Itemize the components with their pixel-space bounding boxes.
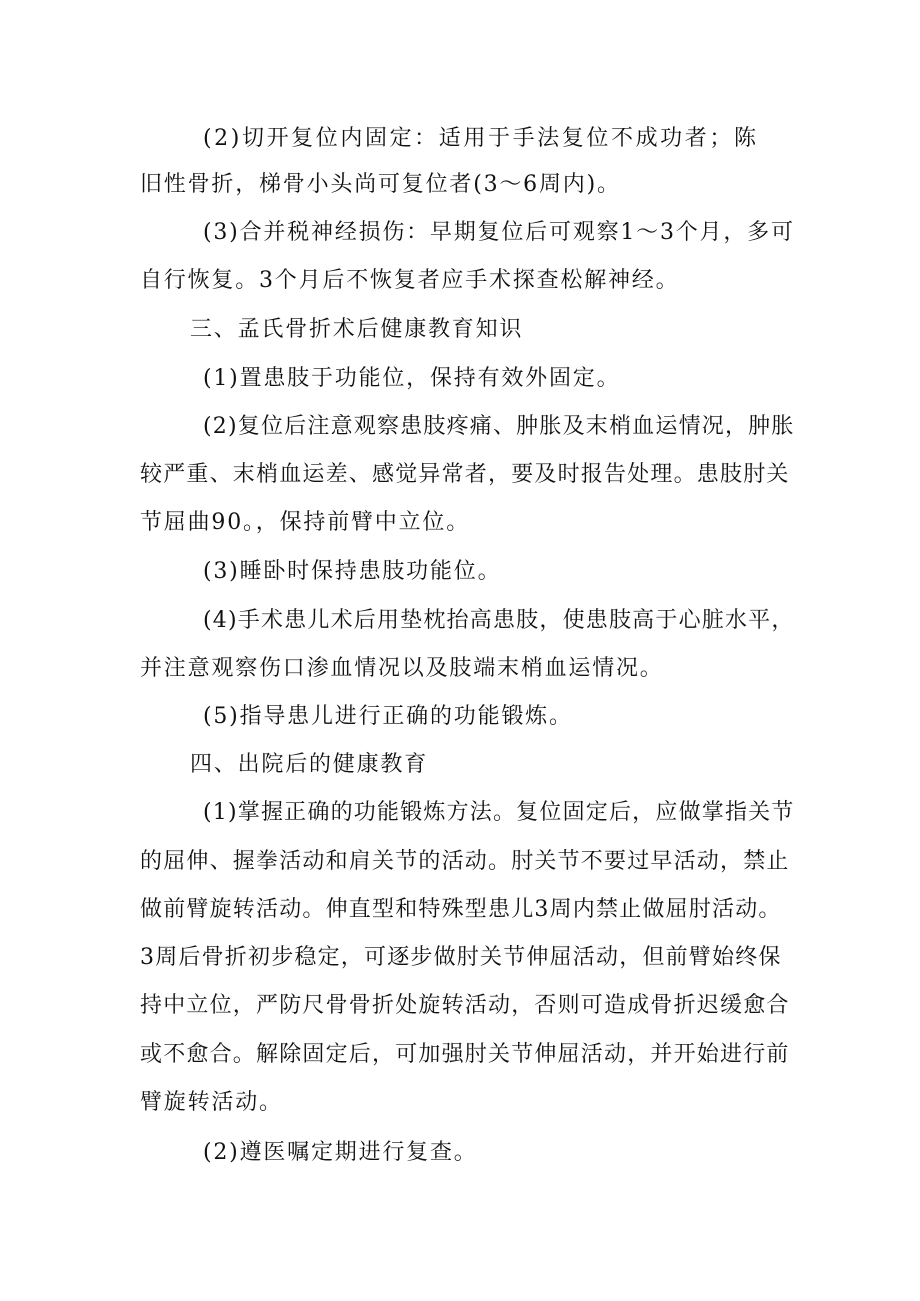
section-heading: 四、出院后的健康教育 xyxy=(190,752,429,777)
section-heading: 三、孟氏骨折术后健康教育知识 xyxy=(190,317,524,342)
text-line: 自行恢复。3个月后不恢复者应手术探查松解神经。 xyxy=(140,268,680,293)
text-line: (3)睡卧时保持患肢功能位。 xyxy=(203,559,502,584)
text-line: (1)置患肢于功能位，保持有效外固定。 xyxy=(203,366,621,391)
text-line: 做前臂旋转活动。伸直型和特殊型患儿3周内禁止做屈肘活动。 xyxy=(140,897,782,922)
text-line: 节屈曲90。，保持前臂中立位。 xyxy=(140,510,470,535)
text-line: (2)复位后注意观察患肢疼痛、肿胀及末梢血运情况，肿胀 xyxy=(203,414,795,439)
text-line: (2)切开复位内固定：适用于手法复位不成功者；陈 xyxy=(203,126,759,151)
text-line: 3周后骨折初步稳定，可逐步做肘关节伸屈活动，但前臂始终保 xyxy=(140,945,782,970)
text-line: (4)手术患儿术后用垫枕抬高患肢，使患肢高于心脏水平， xyxy=(203,608,795,633)
text-line: 并注意观察伤口渗血情况以及肢端末梢血运情况。 xyxy=(140,656,664,681)
text-line: 或不愈合。解除固定后，可加强肘关节伸屈活动，并开始进行前 xyxy=(140,1042,790,1067)
text-line: (2)遵医嘱定期进行复查。 xyxy=(203,1140,478,1165)
text-line: (3)合并税神经损伤：早期复位后可观察1～3个月，多可 xyxy=(203,220,795,245)
text-line: 的屈伸、握拳活动和肩关节的活动。肘关节不要过早活动，禁止 xyxy=(140,849,790,874)
text-line: 臂旋转活动。 xyxy=(140,1090,283,1115)
text-line: 持中立位，严防尺骨骨折处旋转活动，否则可造成骨折迟缓愈合 xyxy=(140,993,790,1018)
text-line: 旧性骨折，梯骨小头尚可复位者(3～6周内)。 xyxy=(140,172,621,197)
text-line: (5)指导患儿进行正确的功能锻炼。 xyxy=(203,704,573,729)
text-line: 较严重、末梢血运差、感觉异常者，要及时报告处理。患肢肘关 xyxy=(140,462,790,487)
text-line: (1)掌握正确的功能锻炼方法。复位固定后，应做掌指关节 xyxy=(203,800,795,825)
